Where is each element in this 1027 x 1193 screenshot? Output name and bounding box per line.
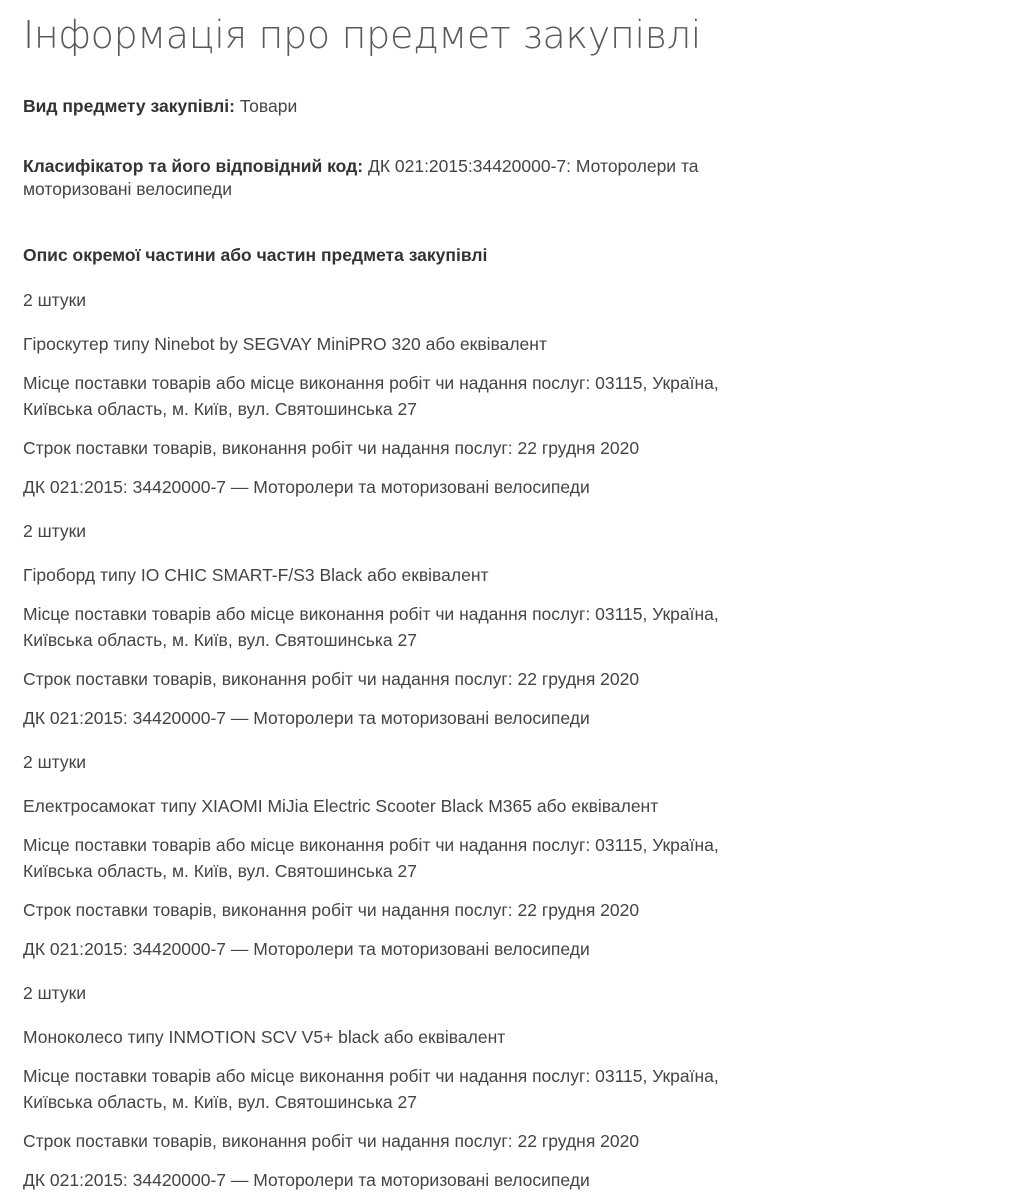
lot-classifier-code: ДК 021:2015: 34420000-7 — Моторолери та моторизовані велосипеди bbox=[23, 939, 590, 959]
procurement-classifier-value: ДК 021:2015:34420000-7: Моторолери та моторизовані велосипеди bbox=[23, 156, 699, 199]
lot-delivery-term: Строк поставки товарів, виконання робіт чи надання послуг: 22 грудня 2020 bbox=[23, 438, 640, 458]
procurement-kind bbox=[23, 95, 783, 118]
lot-item bbox=[23, 980, 783, 1193]
lot-name: Гіроборд типу IO CHIC SMART-F/S3 Black або еквівалент bbox=[23, 565, 489, 585]
lot-item bbox=[23, 518, 783, 731]
lot-quantity: 2 штуки bbox=[23, 752, 87, 772]
lot-quantity: 2 штуки bbox=[23, 290, 87, 310]
procurement-kind-value: Товари bbox=[239, 96, 298, 116]
lot-name: Гіроскутер типу Ninebot by SEGVAY MiniPRO 320 або еквівалент bbox=[23, 334, 547, 354]
procurement-classifier-label: Класифікатор та його відповідний код: bbox=[23, 156, 364, 176]
lot-name: Електросамокат типу XIAOMI MiJia Electric Scooter Black M365 або еквівалент bbox=[23, 796, 659, 816]
lot-name: Моноколесо типу INMOTION SCV V5+ black або еквівалент bbox=[23, 1027, 506, 1047]
procurement-kind-label: Вид предмету закупівлі: bbox=[23, 96, 235, 116]
lot-delivery-place: Місце поставки товарів або місце виконання робіт чи надання послуг: 03115, Україна, Київська область, м. Київ, вул. Святошинська 27 bbox=[23, 604, 719, 650]
lot-classifier-code: ДК 021:2015: 34420000-7 — Моторолери та моторизовані велосипеди bbox=[23, 1170, 590, 1190]
lot-item bbox=[23, 749, 783, 962]
lot-quantity: 2 штуки bbox=[23, 983, 87, 1003]
lot-item bbox=[23, 287, 783, 500]
lots-list bbox=[23, 287, 783, 1193]
lot-delivery-term: Строк поставки товарів, виконання робіт чи надання послуг: 22 грудня 2020 bbox=[23, 900, 640, 920]
lot-delivery-term: Строк поставки товарів, виконання робіт чи надання послуг: 22 грудня 2020 bbox=[23, 669, 640, 689]
lot-classifier-code: ДК 021:2015: 34420000-7 — Моторолери та моторизовані велосипеди bbox=[23, 477, 590, 497]
lot-delivery-place: Місце поставки товарів або місце виконання робіт чи надання послуг: 03115, Україна, Київська область, м. Київ, вул. Святошинська 27 bbox=[23, 373, 719, 419]
lot-delivery-term: Строк поставки товарів, виконання робіт чи надання послуг: 22 грудня 2020 bbox=[23, 1131, 640, 1151]
lot-delivery-place: Місце поставки товарів або місце виконання робіт чи надання послуг: 03115, Україна, Київська область, м. Київ, вул. Святошинська 27 bbox=[23, 1066, 719, 1112]
procurement-classifier bbox=[23, 155, 783, 201]
lot-classifier-code: ДК 021:2015: 34420000-7 — Моторолери та моторизовані велосипеди bbox=[23, 708, 590, 728]
procurement-info-page bbox=[23, 0, 783, 1193]
lots-section-heading: Опис окремої частини або частин предмета закупівлі bbox=[23, 245, 488, 265]
lot-delivery-place: Місце поставки товарів або місце виконання робіт чи надання послуг: 03115, Україна, Київська область, м. Київ, вул. Святошинська 27 bbox=[23, 835, 719, 881]
lot-quantity: 2 штуки bbox=[23, 521, 87, 541]
page-title: Інформація про предмет закупівлі bbox=[23, 13, 701, 57]
